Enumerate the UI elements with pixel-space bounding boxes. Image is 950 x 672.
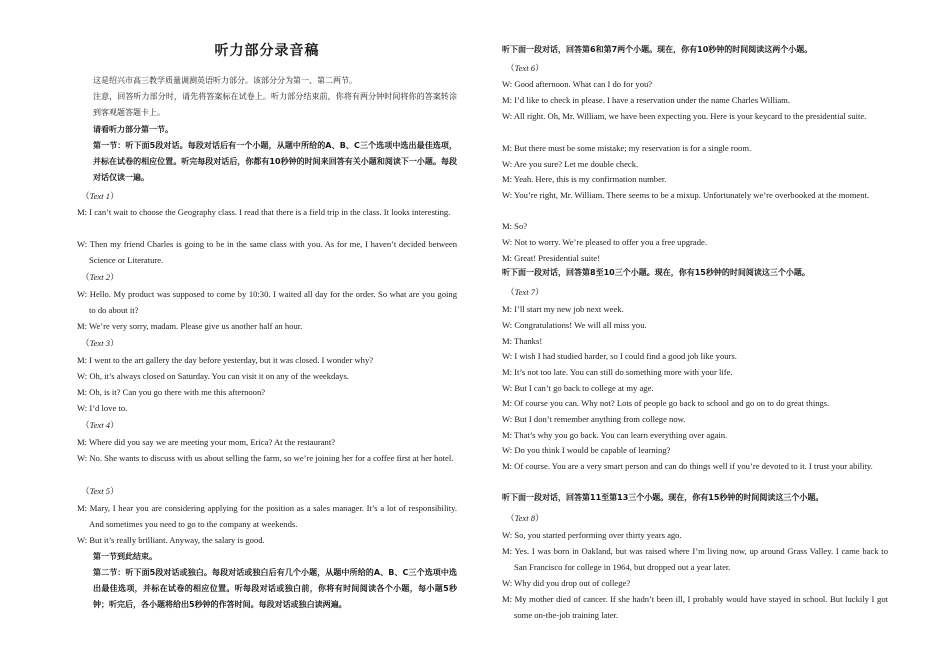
text4-label: （Text 4） bbox=[81, 420, 119, 430]
text7-line: W: But I can’t go back to college at my age. bbox=[502, 383, 654, 393]
text6-line: W: You’re right, Mr. William. There seems to be a mixup. Unfortunately we’re overbooked at the moment. bbox=[502, 190, 870, 200]
text3-line: M: Oh, is it? Can you go there with me this afternoon? bbox=[77, 387, 266, 397]
text3-line: W: Oh, it’s always closed on Saturday. You can visit it on any of the weekdays. bbox=[77, 371, 349, 381]
text7-instructions: 听下面一段对话，回答第8至10三个小题。现在，你有15秒钟的时间阅读这三个小题。 bbox=[502, 268, 810, 277]
text6-line: M: Yeah. Here, this is my confirmation number. bbox=[502, 174, 667, 184]
text2-line: M: We’re very sorry, madam. Please give us another half an hour. bbox=[77, 321, 303, 331]
text5-line: M: Mary, I hear you are considering applying for the position as a sales manager. It’s a lot of responsibility. And sometimes you need to go to the company at weekends. bbox=[77, 503, 457, 529]
text7-line: M: Of course you can. Why not? Lots of people go back to school and go on to do great things. bbox=[502, 398, 830, 408]
text6-line: M: Great! Presidential suite! bbox=[502, 253, 601, 263]
text7-line: W: Do you think I would be capable of learning? bbox=[502, 445, 671, 455]
text7-line: M: It’s not too late. You can still do something more with your life. bbox=[502, 367, 733, 377]
text4-line: W: No. She wants to discuss with us about selling the farm, so we’re joining her for a coffee first at her hotel. bbox=[77, 453, 454, 463]
text7-line: M: I’ll start my new job next week. bbox=[502, 304, 624, 314]
text6-line: W: Not to worry. We’re pleased to offer you a free upgrade. bbox=[502, 237, 707, 247]
text6-line: M: I’d like to check in please. I have a reservation under the name Charles William. bbox=[502, 95, 790, 105]
text7-line: W: I wish I had studied harder, so I could find a good job like yours. bbox=[502, 351, 737, 361]
text5-line: W: But it’s really brilliant. Anyway, the salary is good. bbox=[77, 535, 265, 545]
text3-label: （Text 3） bbox=[81, 338, 119, 348]
section2-instructions: 第二节：听下面5段对话或独白。每段对话或独白后有几个小题，从题中所给的A、B、C三个选项中选出最佳选项，并标在试卷的相应位置。听每段对话或独白前，你将有时间阅读各个小题，每小题5秒钟；听完后，各小题将给出5秒钟的作答时间。每段对话或独白读两遍。 bbox=[93, 568, 457, 609]
text6-instructions: 听下面一段对话，回答第6和第7两个小题。现在，你有10秒钟的时间阅读这两个小题。 bbox=[502, 45, 813, 54]
text8-line: W: So, you started performing over thirty years ago. bbox=[502, 530, 682, 540]
text1-line: W: Then my friend Charles is going to be in the same class with you. As for me, I haven’t decided between Science or Literature. bbox=[77, 239, 457, 265]
text8-line: M: My mother died of cancer. If she hadn’t been ill, I probably would have stayed in school. But luckily I got some on-the-job training later. bbox=[502, 594, 888, 620]
section1-prompt: 请看听力部分第一节。 bbox=[93, 125, 173, 134]
text7-line: M: Thanks! bbox=[502, 336, 543, 346]
text8-label: （Text 8） bbox=[506, 513, 544, 523]
text8-line: M: Yes. I was born in Oakland, but was raised where I’m living now, up around Grass Valley. I came back to San Francisco for college in 1964, but dropped out a year later. bbox=[502, 546, 888, 572]
section1-end: 第一节到此结束。 bbox=[93, 552, 157, 561]
text3-line: M: I went to the art gallery the day before yesterday, but it was closed. I wonder why? bbox=[77, 355, 374, 365]
text7-line: W: Congratulations! We will all miss you. bbox=[502, 320, 647, 330]
text8-instructions: 听下面一段对话，回答第11至第13三个小题。现在，你有15秒钟的时间阅读这三个小题。 bbox=[502, 493, 824, 502]
text7-line: M: Of course. You are a very smart person and can do things well if you’re devoted to it. I trust your ability. bbox=[502, 461, 873, 471]
text2-label: （Text 2） bbox=[81, 272, 119, 282]
text7-label: （Text 7） bbox=[506, 287, 544, 297]
section1-instructions: 第一节：听下面5段对话。每段对话后有一个小题，从题中所给的A、B、C三个选项中选出最佳选项，并标在试卷的相应位置。听完每段对话后，你都有10秒钟的时间来回答有关小题和阅读下一小题。每段对话仅读一遍。 bbox=[93, 141, 457, 182]
text4-line: M: Where did you say we are meeting your mom, Erica? At the restaurant? bbox=[77, 437, 336, 447]
text1-line: M: I can’t wait to choose the Geography class. I read that there is a field trip in the class. It looks interesting. bbox=[77, 207, 451, 217]
page-title: 听力部分录音稿 bbox=[214, 43, 320, 59]
text5-label: （Text 5） bbox=[81, 486, 119, 496]
text3-line: W: I’d love to. bbox=[77, 403, 128, 413]
text6-line: W: Good afternoon. What can I do for you? bbox=[502, 79, 653, 89]
text7-line: M: That’s why you go back. You can learn everything over again. bbox=[502, 430, 728, 440]
text2-line: W: Hello. My product was supposed to come by 10:30. I waited all day for the order. So what are you going to do about it? bbox=[77, 289, 457, 315]
text6-label: （Text 6） bbox=[506, 63, 544, 73]
text6-line: W: All right. Oh, Mr. William, we have been expecting you. Here is your keycard to the presidential suite. bbox=[502, 111, 867, 121]
text1-label: （Text 1） bbox=[81, 191, 119, 201]
text6-line: M: So? bbox=[502, 221, 528, 231]
intro-paragraph-2: 注意，回答听力部分时，请先将答案标在试卷上。听力部分结束前，你将有两分钟时间将你的答案转涂到客观题答题卡上。 bbox=[93, 92, 457, 117]
text8-line: W: Why did you drop out of college? bbox=[502, 578, 631, 588]
text7-line: W: But I don’t remember anything from college now. bbox=[502, 414, 686, 424]
intro-paragraph-1: 这是绍兴市高三教学质量调测英语听力部分。该部分分为第一、第二两节。 bbox=[93, 76, 357, 85]
text6-line: M: But there must be some mistake; my reservation is for a single room. bbox=[502, 143, 752, 153]
text6-line: W: Are you sure? Let me double check. bbox=[502, 159, 639, 169]
